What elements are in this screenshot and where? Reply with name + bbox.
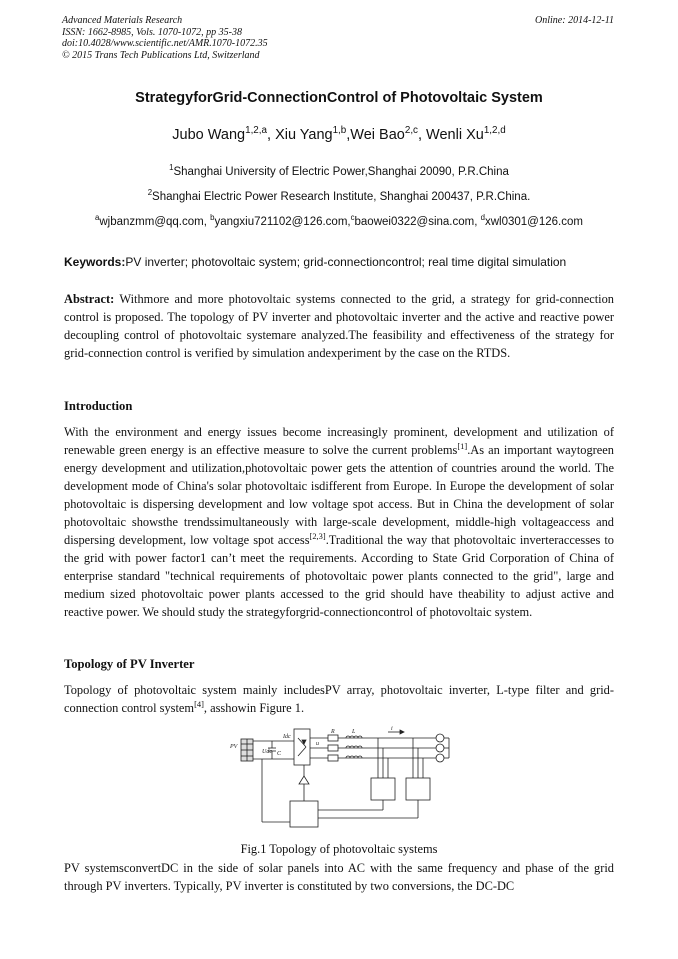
journal-header [62, 15, 268, 61]
section-heading-introduction: Introduction [64, 399, 133, 413]
inductor-label: L [352, 729, 356, 735]
citation-ref[interactable]: [2,3] [309, 530, 326, 541]
introduction-paragraph [64, 423, 614, 621]
resistor-label: R [331, 729, 335, 735]
journal-issn: ISSN: 1662-8985, Vols. 1070-1072, pp 35-38 [62, 26, 242, 38]
email-list [40, 213, 638, 228]
author-sup: 1,2,d [483, 125, 506, 137]
abstract [64, 290, 614, 362]
topology-figure [228, 726, 453, 834]
affiliation-2 [40, 188, 638, 203]
affiliation-1 [40, 163, 638, 178]
abstract-text: Withmore and more photovoltaic systems connected to the grid, a strategy for grid-connection control is proposed. The topology of PV inverter and photovoltaic inverter and the active and reactive power decoupling control of photovoltaic systemare analyzed.The feasibility and effectiveness of the strategy for grid-connection control is verified by simulation andexperiment by the case on the RTDS. [64, 292, 614, 360]
author-sup: 1,b [332, 125, 347, 137]
author-name: Jubo Wang [172, 127, 246, 143]
journal-name: Advanced Materials Research [62, 15, 183, 26]
keywords-text: PV inverter; photovoltaic system; grid-connectioncontrol; real time digital simulation [125, 255, 567, 269]
email-link[interactable]: xwl0301@126.com [484, 216, 583, 228]
filter-resistor-icon [328, 735, 338, 761]
idc-label: Idc [283, 734, 291, 740]
author-list [40, 127, 638, 143]
inverter-bridge-icon [294, 729, 310, 765]
pv-label: PV [230, 744, 238, 750]
email-link[interactable]: yangxiu721102@126.com, [214, 216, 351, 228]
online-date: Online: 2014-12-11 [535, 15, 614, 26]
grid-source-icon [436, 734, 449, 762]
intro-text: .As an important waytogreen energy development and utilization,photovoltaic power gets the attention of countries around the world. The development mode of China's solar photovoltaic isdifferent from Europe. In Europe the development of solar photovoltaic is dispersing development and low voltage spot access. But in China the development of solar photovoltaic showsthe trendssimultaneously with large-scale development, middle-high voltageaccess and dispersing development, low voltage spot access [64, 443, 614, 547]
email-link[interactable]: wjbanzmm@qq.com, [99, 216, 211, 228]
email-sup: d [480, 213, 485, 223]
intro-text: With the environment and energy issues become increasingly prominent, development and utilization of renewable green energy is an effective measure to solve the current problems [64, 425, 614, 457]
filter-inductor-icon [346, 736, 362, 758]
current-measure-block [406, 778, 430, 800]
affiliation-text: Shanghai University of Electric Power,Shanghai 20090, P.R.China [173, 166, 509, 178]
controller-block [290, 801, 318, 827]
paper-title: StrategyforGrid-ConnectionControl of Photovoltaic System [135, 90, 543, 106]
author-separator: , [417, 127, 427, 143]
citation-ref[interactable]: [4] [194, 698, 204, 709]
body-paragraph: PV systemsconvertDC in the side of solar panels into AC with the same frequency and phase of the grid through PV inverters. Typically, PV inverter is constituted by two conversions, the DC-DC [64, 861, 614, 893]
capacitor-label: C [277, 751, 282, 757]
author-name: Wei Bao [350, 127, 405, 143]
affiliation-sup: 2 [147, 188, 153, 198]
author-name: Wenli Xu [426, 127, 484, 143]
author-separator: , [346, 127, 351, 143]
journal-copyright: © 2015 Trans Tech Publications Ltd, Switzerland [62, 49, 260, 61]
voltage-label: u [316, 741, 319, 747]
topology-text: Topology of photovoltaic system mainly includesPV array, photovoltaic inverter, L-type filter and grid-connection control system [64, 683, 614, 715]
author-separator: , [267, 127, 276, 143]
affiliation-text: Shanghai Electric Power Research Institute, Shanghai 200437, P.R.China. [152, 191, 531, 203]
pv-array-icon [241, 739, 253, 761]
author-sup: 1,2,a [245, 125, 267, 137]
abstract-label: Abstract: [64, 292, 115, 306]
affiliation-sup: 1 [169, 163, 174, 173]
author-sup: 2,c [404, 125, 418, 137]
topology-paragraph [64, 681, 614, 717]
email-sup: a [95, 213, 100, 223]
keywords [64, 255, 566, 269]
current-label: i [391, 726, 393, 732]
section-heading-topology: Topology of PV Inverter [64, 657, 195, 671]
journal-doi[interactable]: doi:10.4028/www.scientific.net/AMR.1070-1072.35 [62, 38, 268, 49]
author-name: Xiu Yang [275, 127, 333, 143]
email-link[interactable]: baowei0322@sina.com, [354, 216, 481, 228]
voltage-measure-block [371, 778, 395, 800]
citation-ref[interactable]: [1] [457, 440, 468, 451]
email-sup: b [210, 213, 215, 223]
topology-text: , asshowin Figure 1. [203, 701, 305, 715]
figure-caption: Fig.1 Topology of photovoltaic systems [240, 842, 438, 856]
email-sup: c [350, 213, 355, 223]
intro-text: .Traditional the way that photovoltaic inverteraccesses to the grid with power factor1 can’t meet the requirements. According to State Grid Corporation of China of enterprise standard "technical requirements of photovoltaic power plants connected to the grid", large and medium sized photovoltaic power plants accessed to the grid should have theability to adjust active and reactive power. We should study the strategyforgrid-connectioncontrol of photovoltaic system. [64, 533, 615, 619]
keywords-label: Keywords: [64, 255, 126, 269]
udc-label: Udc [262, 749, 272, 755]
